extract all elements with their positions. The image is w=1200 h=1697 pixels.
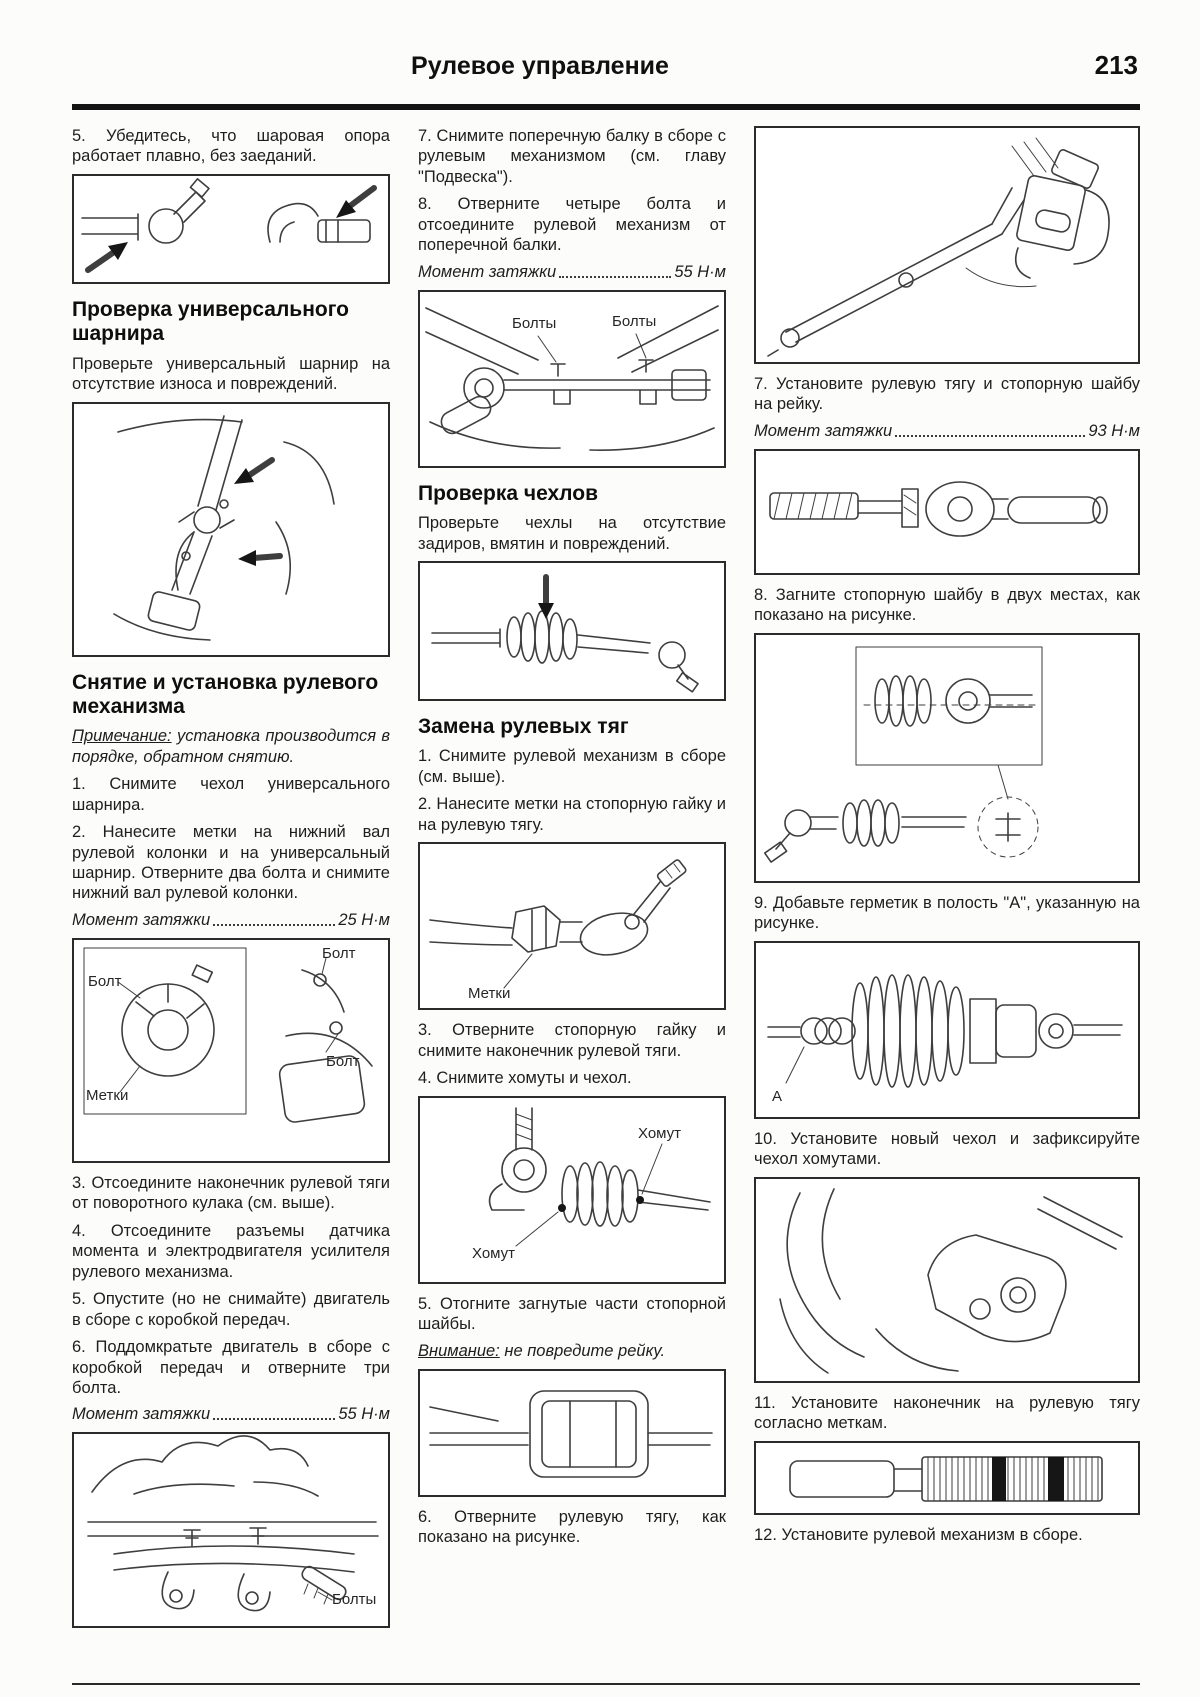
figure-column-bolts-marks: [72, 938, 390, 1163]
step-5-lower-engine: 5. Опустите (но не снимайте) двигатель в сборе с коробкой передач.: [72, 1290, 390, 1329]
step-3-disconnect-tie-rod-end: 3. Отсоедините наконечник рулевой тяги от поворотного кулака (см. выше).: [72, 1173, 390, 1213]
lock-washer-drawing: [756, 635, 1138, 881]
column-assembly-drawing: [756, 128, 1138, 362]
step-4-disconnect-connectors: 4. Отсоедините разъемы датчика момента и электродвигателя усилителя рулевого механизма.: [72, 1221, 390, 1281]
dotted-leader: [559, 276, 671, 278]
para-boot-check: Проверьте чехлы на отсутствие задиров, вмятин и повреждений.: [418, 514, 726, 553]
figure-inner-tie-rod: [754, 449, 1140, 575]
step-1-remove-boot: 1. Снимите чехол универсального шарнира.: [72, 775, 390, 814]
step-8-remove-four-bolts: 8. Отверните четыре болта и отсоедините рулевой механизм от поперечной балки.: [418, 195, 726, 255]
torque-spec-25: [72, 911, 390, 930]
dotted-leader: [895, 435, 1085, 437]
bottom-rule: [72, 1683, 1140, 1685]
torque-spec-55-left: [72, 1405, 390, 1424]
figure-lock-washer-bend: [754, 633, 1140, 883]
dotted-leader: [213, 1418, 335, 1420]
ball-joint-drawing: [74, 176, 388, 282]
column-right: [754, 126, 1140, 1545]
figure-tie-rod-marks: [418, 842, 726, 1010]
step-5-unbend-washer: 5. Отогните загнутые части стопорной шайбы.: [418, 1294, 726, 1333]
gear-housing-drawing: [756, 1179, 1138, 1381]
step-check-ball-joint: 5. Убедитесь, что шаровая опора работает плавно, без заеданий.: [72, 127, 390, 166]
step-12-install-gear: 12. Установите рулевой механизм в сборе.: [754, 1525, 1083, 1544]
figure-universal-joint: [72, 402, 390, 657]
rack-vise-drawing: [420, 1371, 724, 1495]
warning-text: не повредите рейку.: [504, 1342, 666, 1361]
figure-sealant-cavity: [754, 941, 1140, 1119]
figure-label-bolt: Болт: [326, 1052, 360, 1070]
figure-label-clamp: Хомут: [638, 1124, 682, 1142]
torque-value: 93 Н·м: [1088, 421, 1140, 440]
step-2-mark-locknut: 2. Нанесите метки на стопорную гайку и на рулевую тягу.: [418, 795, 726, 834]
figure-boot-inspection: [418, 561, 726, 701]
figure-label-bolts: Болты: [512, 314, 557, 332]
figure-label-clamp: Хомут: [472, 1244, 516, 1262]
page-number: 213: [1094, 50, 1138, 80]
tie-rod-marks-drawing: [420, 844, 724, 1008]
torque-value: 55 Н·м: [674, 262, 726, 281]
torque-spec-93: [754, 422, 1140, 441]
column-middle: [418, 126, 726, 1548]
figure-label-cavity-a: А: [772, 1087, 783, 1105]
inner-tie-rod-drawing: [756, 451, 1138, 573]
figure-label-bolt: Болт: [88, 972, 122, 990]
sealant-cavity-drawing: [756, 943, 1138, 1117]
figure-column-assembly: [754, 126, 1140, 364]
heading-universal-joint-check: Проверка универсального шарнира: [72, 297, 349, 346]
step-2-apply-marks: 2. Нанесите метки на нижний вал рулевой колонки и на универсальный шарнир. Отверните два болта и снимите нижний вал рулевой колонки.: [72, 823, 390, 903]
figure-ball-joint-check: [72, 174, 390, 284]
torque-value: 25 Н·м: [338, 910, 390, 929]
boot-inspection-drawing: [420, 563, 724, 699]
step-6-jack-engine: 6. Поддомкратьте двигатель в сборе с коробкой передач и отверните три болта.: [72, 1338, 390, 1397]
step-8-bend-washer: 8. Загните стопорную шайбу в двух местах, как показано на рисунке.: [754, 585, 1140, 625]
warning-rack: [418, 1341, 726, 1361]
figure-rack-in-vise: [418, 1369, 726, 1497]
figure-crossmember-bolts: [418, 290, 726, 468]
torque-label: Момент затяжки: [72, 910, 211, 929]
figure-label-marks: Метки: [86, 1086, 129, 1104]
step-3-remove-locknut: 3. Отверните стопорную гайку и снимите наконечник рулевой тяги.: [418, 1021, 726, 1060]
threaded-rod-drawing: [756, 1443, 1138, 1513]
figure-underbody-bolts: [72, 1432, 390, 1628]
step-9-add-sealant: 9. Добавьте герметик в полость "А", указанную на рисунке.: [754, 893, 1140, 933]
page-title: Рулевое управление: [411, 52, 669, 80]
step-6-unscrew-tie-rod: 6. Отверните рулевую тягу, как показано на рисунке.: [418, 1507, 726, 1547]
para-universal-joint-check: Проверьте универсальный шарнир на отсутствие износа и повреждений.: [72, 354, 390, 394]
figure-label-bolts: Болты: [332, 1591, 377, 1609]
torque-label: Момент затяжки: [754, 421, 893, 440]
content-columns: [0, 110, 1200, 1628]
step-7-remove-crossmember: 7. Снимите поперечную балку в сборе с рулевым механизмом (см. главу "Подвеска").: [418, 127, 726, 186]
heading-boot-check: Проверка чехлов: [418, 481, 598, 505]
warning-label: Внимание:: [418, 1342, 500, 1361]
page-header: [0, 0, 1200, 96]
step-7-install-tie-rod: 7. Установите рулевую тягу и стопорную шайбу на рейку.: [754, 375, 1140, 414]
note-label: Примечание:: [72, 727, 172, 746]
universal-joint-drawing: [74, 404, 388, 655]
torque-label: Момент затяжки: [72, 1405, 211, 1424]
arrow-icon: [238, 550, 256, 566]
figure-threaded-rod: [754, 1441, 1140, 1515]
step-11-install-end: 11. Установите наконечник на рулевую тягу согласно меткам.: [754, 1393, 1140, 1433]
heading-gear-removal: Снятие и установка рулевого механизма: [72, 670, 379, 718]
torque-spec-55-mid: [418, 263, 726, 282]
heading-tie-rod-replacement: Замена рулевых тяг: [418, 714, 629, 738]
column-left: [72, 126, 390, 1628]
torque-label: Момент затяжки: [418, 262, 557, 281]
step-10-install-boot: 10. Установите новый чехол и зафиксируйте чехол хомутами.: [754, 1129, 1140, 1169]
step-1-remove-gear: 1. Снимите рулевой механизм в сборе (см. выше).: [418, 747, 726, 786]
figure-label-bolt: Болт: [322, 944, 356, 962]
note-installation-order: [72, 726, 390, 767]
figure-boot-clamps: [418, 1096, 726, 1284]
figure-label-bolts: Болты: [612, 312, 657, 330]
figure-label-marks: Метки: [468, 985, 511, 1003]
note-text: установка производится в порядке, обратном снятию.: [72, 727, 390, 766]
dotted-leader: [213, 924, 335, 926]
crossmember-drawing: [420, 292, 724, 466]
torque-value: 55 Н·м: [338, 1405, 390, 1424]
figure-gear-housing: [754, 1177, 1140, 1383]
step-4-remove-clamps: 4. Снимите хомуты и чехол.: [418, 1069, 632, 1088]
